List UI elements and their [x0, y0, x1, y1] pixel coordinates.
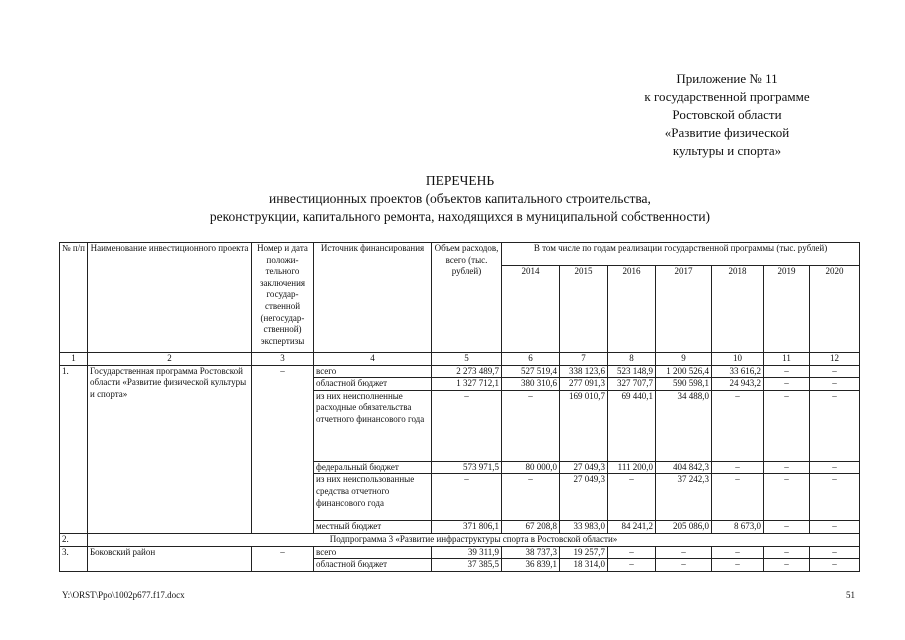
year-cell: 27 049,3 — [560, 474, 608, 521]
header-years-group: В том числе по годам реализации государственной программы (тыс. рублей) — [502, 243, 860, 266]
year-cell: 67 208,8 — [502, 521, 560, 534]
header-num: № п/п — [60, 243, 88, 353]
year-cell: – — [712, 461, 764, 474]
year-cell: 36 839,1 — [502, 559, 560, 572]
header-volume: Объем расходов, всего (тыс. рублей) — [432, 243, 502, 353]
row-num: 1. — [60, 365, 88, 533]
year-cell: – — [764, 390, 810, 461]
year-cell: 327 707,7 — [608, 378, 656, 391]
year-cell: 527 519,4 — [502, 365, 560, 378]
year-cell: – — [764, 521, 810, 534]
appendix-line-5: культуры и спорта» — [672, 143, 782, 158]
year-cell: – — [502, 390, 560, 461]
year-cell: – — [764, 461, 810, 474]
year-cell: – — [810, 474, 860, 521]
year-cell: – — [764, 365, 810, 378]
appendix-header — [607, 70, 847, 160]
year-cell: 34 488,0 — [656, 390, 712, 461]
row-num: 2. — [60, 533, 88, 546]
year-cell: 84 241,2 — [608, 521, 656, 534]
year-cell: – — [712, 390, 764, 461]
col-number: 9 — [656, 353, 712, 366]
project-name: Боковский район — [88, 546, 252, 571]
year-cell: 19 257,7 — [560, 546, 608, 559]
page-number: 51 — [846, 590, 855, 600]
year-cell: – — [608, 559, 656, 572]
col-number: 7 — [560, 353, 608, 366]
year-cell: 523 148,9 — [608, 365, 656, 378]
appendix-line-4: «Развитие физической — [664, 125, 790, 140]
year-cell: 69 440,1 — [608, 390, 656, 461]
year-cell: – — [712, 559, 764, 572]
year-cell: 18 314,0 — [560, 559, 608, 572]
col-number: 2 — [88, 353, 252, 366]
header-year: 2014 — [502, 266, 560, 353]
table-row — [60, 546, 860, 559]
col-number: 10 — [712, 353, 764, 366]
year-cell: 33 983,0 — [560, 521, 608, 534]
conclusion-cell: – — [252, 365, 314, 533]
source-cell: из них неиспользованные средства отчетного финансового года — [314, 474, 432, 521]
title-line-1: инвестиционных проектов (объектов капитального строительства, — [269, 191, 651, 206]
year-cell: – — [810, 559, 860, 572]
year-cell: – — [764, 546, 810, 559]
year-cell: 338 123,6 — [560, 365, 608, 378]
year-cell: 1 200 526,4 — [656, 365, 712, 378]
table-row — [60, 365, 860, 378]
year-cell: 80 000,0 — [502, 461, 560, 474]
investment-projects-table — [59, 242, 860, 572]
year-cell: 111 200,0 — [608, 461, 656, 474]
row-num: 3. — [60, 546, 88, 571]
year-cell: 24 943,2 — [712, 378, 764, 391]
header-year: 2015 — [560, 266, 608, 353]
col-number: 8 — [608, 353, 656, 366]
source-cell: областной бюджет — [314, 378, 432, 391]
source-cell: областной бюджет — [314, 559, 432, 572]
title-heading: ПЕРЕЧЕНЬ — [425, 173, 495, 188]
total-cell: 2 273 489,7 — [432, 365, 502, 378]
header-year: 2018 — [712, 266, 764, 353]
year-cell: – — [608, 546, 656, 559]
year-cell: 37 242,3 — [656, 474, 712, 521]
year-cell: 38 737,3 — [502, 546, 560, 559]
project-name: Государственная программа Ростовской области «Развитие физической культуры и спорта» — [88, 365, 252, 533]
total-cell: 371 806,1 — [432, 521, 502, 534]
subprogram-row — [60, 533, 860, 546]
year-cell: – — [810, 461, 860, 474]
year-cell: – — [810, 521, 860, 534]
header-year: 2017 — [656, 266, 712, 353]
source-cell: всего — [314, 365, 432, 378]
year-cell: 8 673,0 — [712, 521, 764, 534]
year-cell: – — [608, 474, 656, 521]
col-number: 1 — [60, 353, 88, 366]
year-cell: – — [712, 474, 764, 521]
year-cell: 27 049,3 — [560, 461, 608, 474]
header-source: Источник финансирования — [314, 243, 432, 353]
year-cell: – — [502, 474, 560, 521]
appendix-line-3: Ростовской области — [672, 107, 782, 122]
source-cell: всего — [314, 546, 432, 559]
year-cell: – — [810, 390, 860, 461]
col-number: 5 — [432, 353, 502, 366]
year-cell: – — [712, 546, 764, 559]
year-cell: 33 616,2 — [712, 365, 764, 378]
year-cell: 380 310,6 — [502, 378, 560, 391]
total-cell: 39 311,9 — [432, 546, 502, 559]
total-cell: 573 971,5 — [432, 461, 502, 474]
year-cell: 590 598,1 — [656, 378, 712, 391]
header-year: 2019 — [764, 266, 810, 353]
source-cell: федеральный бюджет — [314, 461, 432, 474]
year-cell: 205 086,0 — [656, 521, 712, 534]
total-cell: 37 385,5 — [432, 559, 502, 572]
conclusion-cell: – — [252, 546, 314, 571]
col-number: 11 — [764, 353, 810, 366]
header-row-1 — [60, 243, 860, 266]
year-cell: 277 091,3 — [560, 378, 608, 391]
year-cell: – — [810, 378, 860, 391]
header-conclusion: Номер и дата положи-тельного заключения государ-ственной (негосудар-ственной) экспертизы — [252, 243, 314, 353]
year-cell: 169 010,7 — [560, 390, 608, 461]
header-year: 2020 — [810, 266, 860, 353]
header-year: 2016 — [608, 266, 656, 353]
year-cell: – — [764, 559, 810, 572]
total-cell: – — [432, 474, 502, 521]
year-cell: – — [810, 546, 860, 559]
col-number: 12 — [810, 353, 860, 366]
document-title — [60, 172, 860, 226]
year-cell: – — [764, 378, 810, 391]
total-cell: 1 327 712,1 — [432, 378, 502, 391]
col-number: 3 — [252, 353, 314, 366]
year-cell: 404 842,3 — [656, 461, 712, 474]
year-cell: – — [656, 546, 712, 559]
col-number: 6 — [502, 353, 560, 366]
appendix-line-1: Приложение № 11 — [676, 71, 778, 86]
year-cell: – — [764, 474, 810, 521]
subprogram-title: Подпрограмма 3 «Развитие инфраструктуры спорта в Ростовской области» — [88, 533, 860, 546]
col-number: 4 — [314, 353, 432, 366]
title-line-2: реконструкции, капитального ремонта, находящихся в муниципальной собственности) — [209, 209, 711, 224]
year-cell: – — [810, 365, 860, 378]
total-cell: – — [432, 390, 502, 461]
header-name: Наименование инвестиционного проекта — [88, 243, 252, 353]
source-cell: из них неисполненные расходные обязательства отчетного финансового года — [314, 390, 432, 461]
year-cell: – — [656, 559, 712, 572]
column-number-row — [60, 353, 860, 366]
file-path: Y:\ORST\Ppo\1002p677.f17.docx — [62, 590, 185, 600]
appendix-line-2: к государственной программе — [644, 89, 810, 104]
source-cell: местный бюджет — [314, 521, 432, 534]
